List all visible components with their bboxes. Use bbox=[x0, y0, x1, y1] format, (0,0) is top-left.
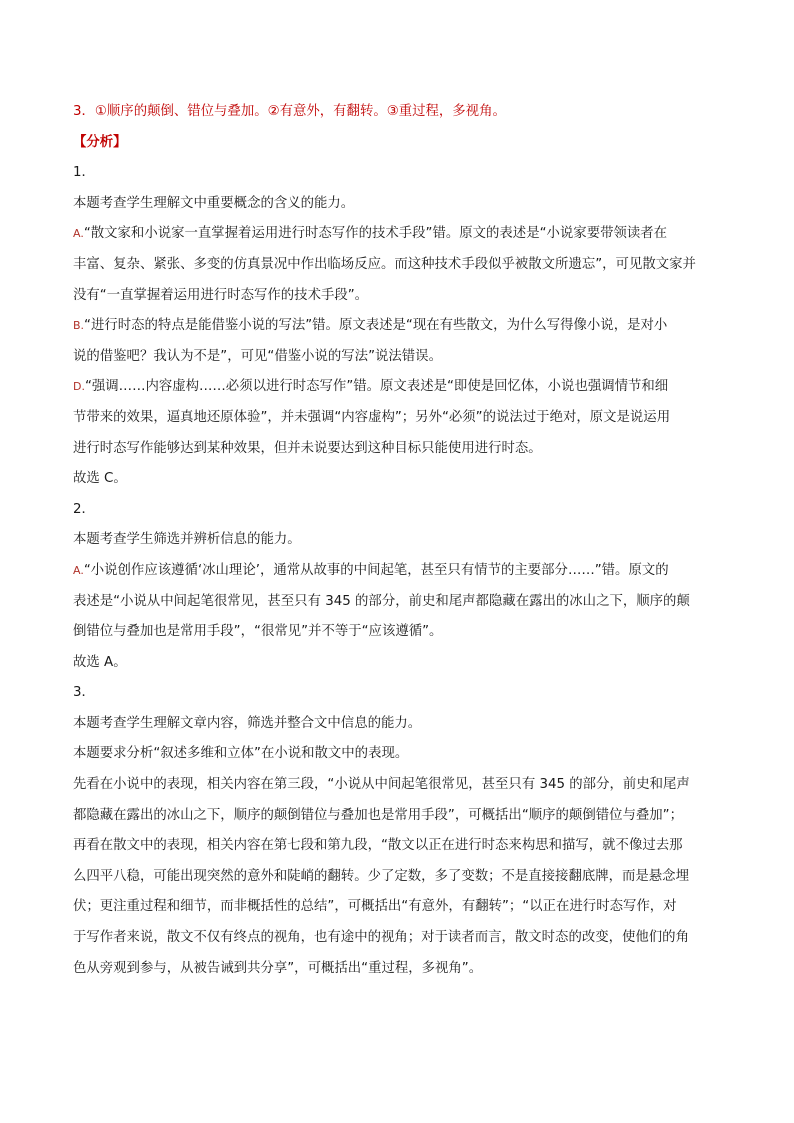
q3-para-line3: 再看在散文中的表现，相关内容在第七段和第九段，“散文以正在进行时态来构思和描写，就不像过去那 bbox=[73, 838, 683, 854]
option-label-b: B. bbox=[73, 319, 85, 333]
q2-option-a-line3: 倒错位与叠加也是常用手段”，“很常见”并不等于“应该遵循”。 bbox=[73, 624, 443, 640]
q3-intro: 本题考查学生理解文章内容，筛选并整合文中信息的能力。 bbox=[73, 715, 422, 731]
option-label-d: D. bbox=[73, 380, 85, 394]
option-label-a: A. bbox=[73, 227, 84, 241]
q3-para-line7: 色从旁观到参与，从被告诫到共分享”，可概括出“重过程，多视角”。 bbox=[73, 960, 483, 976]
q1-answer: 故选 C。 bbox=[73, 471, 127, 487]
q3-para-line1: 先看在小说中的表现，相关内容在第三段，“小说从中间起笔很常见，甚至只有 345 的部分，前史和尾声 bbox=[73, 777, 690, 793]
q1-option-d-line1: D.“强调……内容虚构……必须以进行时态写作”错。原文表述是“即使是回忆体，小说也强调情节和细 bbox=[73, 379, 669, 395]
question-number-1: 1． bbox=[73, 165, 95, 181]
q3-para-line2: 都隐藏在露出的冰山之下，顺序的颠倒错位与叠加也是常用手段”，可概括出“顺序的颠倒错位与叠加”； bbox=[73, 807, 683, 823]
q3-para-line5: 伏；更注重过程和细节，而非概括性的总结”，可概括出“有意外，有翻转”；“以正在进行时态写作，对 bbox=[73, 899, 677, 915]
q3-para-line4: 么四平八稳，可能出现突然的意外和陡峭的翻转。少了定数，多了变数；不是直接接翻底牌，而是悬念埋 bbox=[73, 868, 689, 884]
q2-intro: 本题考查学生筛选并辨析信息的能力。 bbox=[73, 532, 301, 548]
answer-analysis bbox=[73, 97, 723, 984]
question-number-3: 3． bbox=[73, 685, 95, 701]
q1-option-a-line1: A.“散文家和小说家一直掌握着运用进行时态写作的技术手段”错。原文的表述是“小说家要带领读者在 bbox=[73, 226, 668, 242]
q3-requirement: 本题要求分析“叙述多维和立体”在小说和散文中的表现。 bbox=[73, 746, 409, 762]
q1-intro: 本题考查学生理解文中重要概念的含义的能力。 bbox=[73, 195, 355, 211]
q1-option-b-line1: B.“进行时态的特点是能借鉴小说的写法”错。原文表述是“现在有些散文，为什么写得像小说，是对小 bbox=[73, 318, 668, 334]
q2-option-a-line1: A.“小说创作应该遵循‘冰山理论’，通常从故事的中间起笔，甚至只有情节的主要部分……”错。原文的 bbox=[73, 562, 669, 578]
q2-option-a-line2: 表述是“小说从中间起笔很常见，甚至只有 345 的部分，前史和尾声都隐藏在露出的冰山之下，顺序的颠 bbox=[73, 593, 690, 609]
option-label-a-q2: A. bbox=[73, 563, 84, 577]
q1-option-a-line3: 没有“一直掌握着运用进行时态写作的技术手段”。 bbox=[73, 287, 369, 303]
analysis-heading: 【分析】 bbox=[73, 134, 127, 150]
q1-option-d-line3: 进行时态写作能够达到某种效果，但并未说要达到这种目标只能使用进行时态。 bbox=[73, 440, 542, 456]
answer-line-3: 3．①顺序的颠倒、错位与叠加。②有意外，有翻转。③重过程，多视角。 bbox=[73, 104, 506, 119]
q2-answer: 故选 A。 bbox=[73, 654, 127, 670]
q1-option-a-line2: 丰富、复杂、紧张、多变的仿真景况中作出临场反应。而这种技术手段似乎被散文所遗忘”，可见散文家并 bbox=[73, 256, 696, 272]
question-number-2: 2． bbox=[73, 501, 95, 517]
q3-para-line6: 于写作者来说，散文不仅有终点的视角，也有途中的视角；对于读者而言，散文时态的改变，使他们的角 bbox=[73, 930, 689, 946]
q1-option-d-line2: 节带来的效果，逼真地还原体验”，并未强调“内容虚构”；另外“必须”的说法过于绝对，原文是说运用 bbox=[73, 409, 671, 425]
q1-option-b-line2: 说的借鉴吧？我认为不是”，可见“借鉴小说的写法”说法错误。 bbox=[73, 348, 442, 364]
